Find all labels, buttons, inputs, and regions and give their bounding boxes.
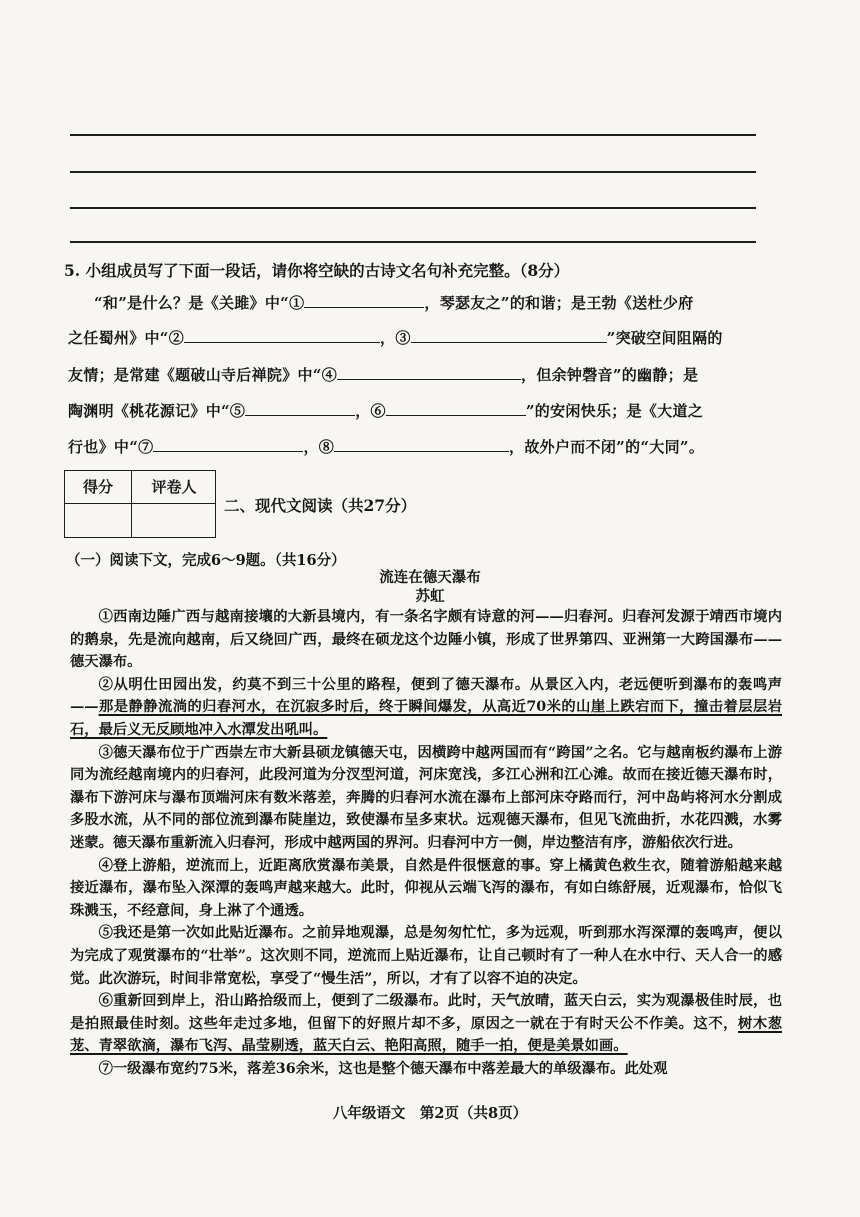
- answer-line: [70, 171, 756, 173]
- page-footer: 八年级语文 第2页（共8页）: [332, 1105, 528, 1122]
- paragraph-1: ①西南边陲广西与越南接壤的大新县境内，有一条名字颇有诗意的河——归春河。归春河发源于靖西市境内的鹅泉，先是流向越南，后又绕回广西，最终在硕龙这个边陲小镇，形成了世界第四、亚洲第一大跨国瀑布——德天瀑布。: [70, 609, 782, 671]
- answer-blank-8[interactable]: [334, 436, 509, 452]
- answer-blank-2[interactable]: [184, 327, 380, 343]
- paragraph-5: ⑤我还是第一次如此贴近瀑布。之前异地观瀑，总是匆匆忙忙，多为远观，听到那水泻深潭的轰鸣声，便以为完成了观赏瀑布的“壮举”。这次则不同，逆流而上贴近瀑布，让自己顿时有了一种人在水中行、天人合一的感觉。此次游玩，时间非常宽松，享受了“慢生活”，所以，才有了以容不迫的决定。: [70, 925, 782, 987]
- article-title: 流连在德天瀑布: [379, 569, 481, 586]
- question-5-line-3: 友情；是常建《题破山寺后禅院》中“④ ，但余钟磬音”的幽静；是: [68, 366, 699, 384]
- answer-line: [70, 207, 756, 209]
- underlined-sentence: 树木葱茏、青翠欲滴，瀑布飞泻、晶莹剔透，蓝天白云、艳阳高照，随手一拍，便是美景如画。: [70, 1015, 783, 1055]
- paragraph-7: ⑦一级瀑布宽约75米，落差36余米，这也是整个德天瀑布中落差最大的单级瀑布。此处观: [98, 1060, 668, 1077]
- part-1-heading: （一）阅读下文，完成6～9题。（共16分）: [66, 552, 346, 569]
- paragraph-4: ④登上游船，逆流而上，近距离欣赏瀑布美景，自然是件很惬意的事。穿上橘黄色救生衣，随着游船越来越接近瀑布，瀑布坠入深潭的轰鸣声越来越大。此时，仰视从云端飞泻的瀑布，有如白练舒展，近观瀑布，恰似飞珠溅玉，不经意间，身上淋了个通透。: [70, 857, 782, 919]
- section-2-heading: 二、现代文阅读（共27分）: [224, 496, 417, 515]
- question-5-line-5: 行也》中“⑦ ，⑧ ，故外户而不闭”的“大同”。: [68, 438, 705, 456]
- score-table: [64, 470, 216, 538]
- underlined-sentence: 那是静静流淌的归春河水，在沉寂多时后，终于瞬间爆发，从高近70米的山崖上跌宕而下，撞击着层层岩石，最后义无反顾地冲入水潭发出吼叫。: [70, 699, 782, 738]
- paragraph-3: ③德天瀑布位于广西崇左市大新县硕龙镇德天屯，因横跨中越两国而有“跨国”之名。它与越南板约瀑布上游同为流经越南境内的归春河，此段河道为分汊型河道，河床宽浅，多江心洲和江心滩。故而在接近德天瀑布时，瀑布下游河床与瀑布顶端河床有数米落差，奔腾的归春河水流在瀑布上部河床夺路而行，河中岛屿将河水分割成多股水流，从不同的部位流到瀑布陡崖边，致使瀑布呈多束状。远观德天瀑布，但见飞流曲折，水花四溅，水雾迷蒙。德天瀑布重新流入归春河，形成中越两国的界河。归春河中方一侧，岸边整洁有序，游船依次行进。: [70, 744, 782, 851]
- paragraph-2: ②从明仕田园出发，约莫不到三十公里的路程，便到了德天瀑布。从景区入内，老远便听到瀑布的轰鸣声——那是静静流淌的归春河水，在沉寂多时后，终于瞬间爆发，从高近70米的山崖上跌宕而下，撞击着层层岩石，最后义无反顾地冲入水潭发出吼叫。: [70, 676, 782, 738]
- answer-blank-5[interactable]: [245, 400, 355, 416]
- paragraph-6: ⑥重新回到岸上，沿山路拾级而上，便到了二级瀑布。此时，天气放晴，蓝天白云，实为观瀑极佳时辰，也是拍照最佳时刻。这些年走过多地，但留下的好照片却不多，原因之一就在于有时天公不作美。这不，树木葱茏、青翠欲滴，瀑布飞泻、晶莹剔透，蓝天白云、艳阳高照，随手一拍，便是美景如画。: [70, 993, 783, 1055]
- article-body: [70, 606, 782, 1080]
- question-5-line-1: “和”是什么？是《关雎》中“① ，琴瑟友之”的和谐；是王勃《送杜少府: [94, 294, 694, 312]
- article-author: 苏虹: [415, 588, 445, 605]
- question-5-line-4: 陶渊明《桃花源记》中“⑤ ，⑥ ”的安闲快乐；是《大道之: [68, 402, 704, 420]
- answer-blank-6[interactable]: [386, 400, 526, 416]
- grader-header: 评卷人: [151, 478, 197, 496]
- question-5-line-2: 之任蜀州》中“② ，③ ”突破空间阻隔的: [68, 329, 723, 347]
- answer-blank-1[interactable]: [304, 292, 424, 308]
- question-5-title: 5. 小组成员写了下面一段话，请你将空缺的古诗文名句补充完整。（8分）: [64, 261, 570, 280]
- answer-line: [70, 134, 756, 136]
- answer-blank-7[interactable]: [153, 436, 303, 452]
- score-header: 得分: [82, 478, 113, 496]
- answer-blank-3[interactable]: [411, 327, 607, 343]
- answer-blank-4[interactable]: [337, 364, 521, 380]
- answer-line: [70, 241, 756, 243]
